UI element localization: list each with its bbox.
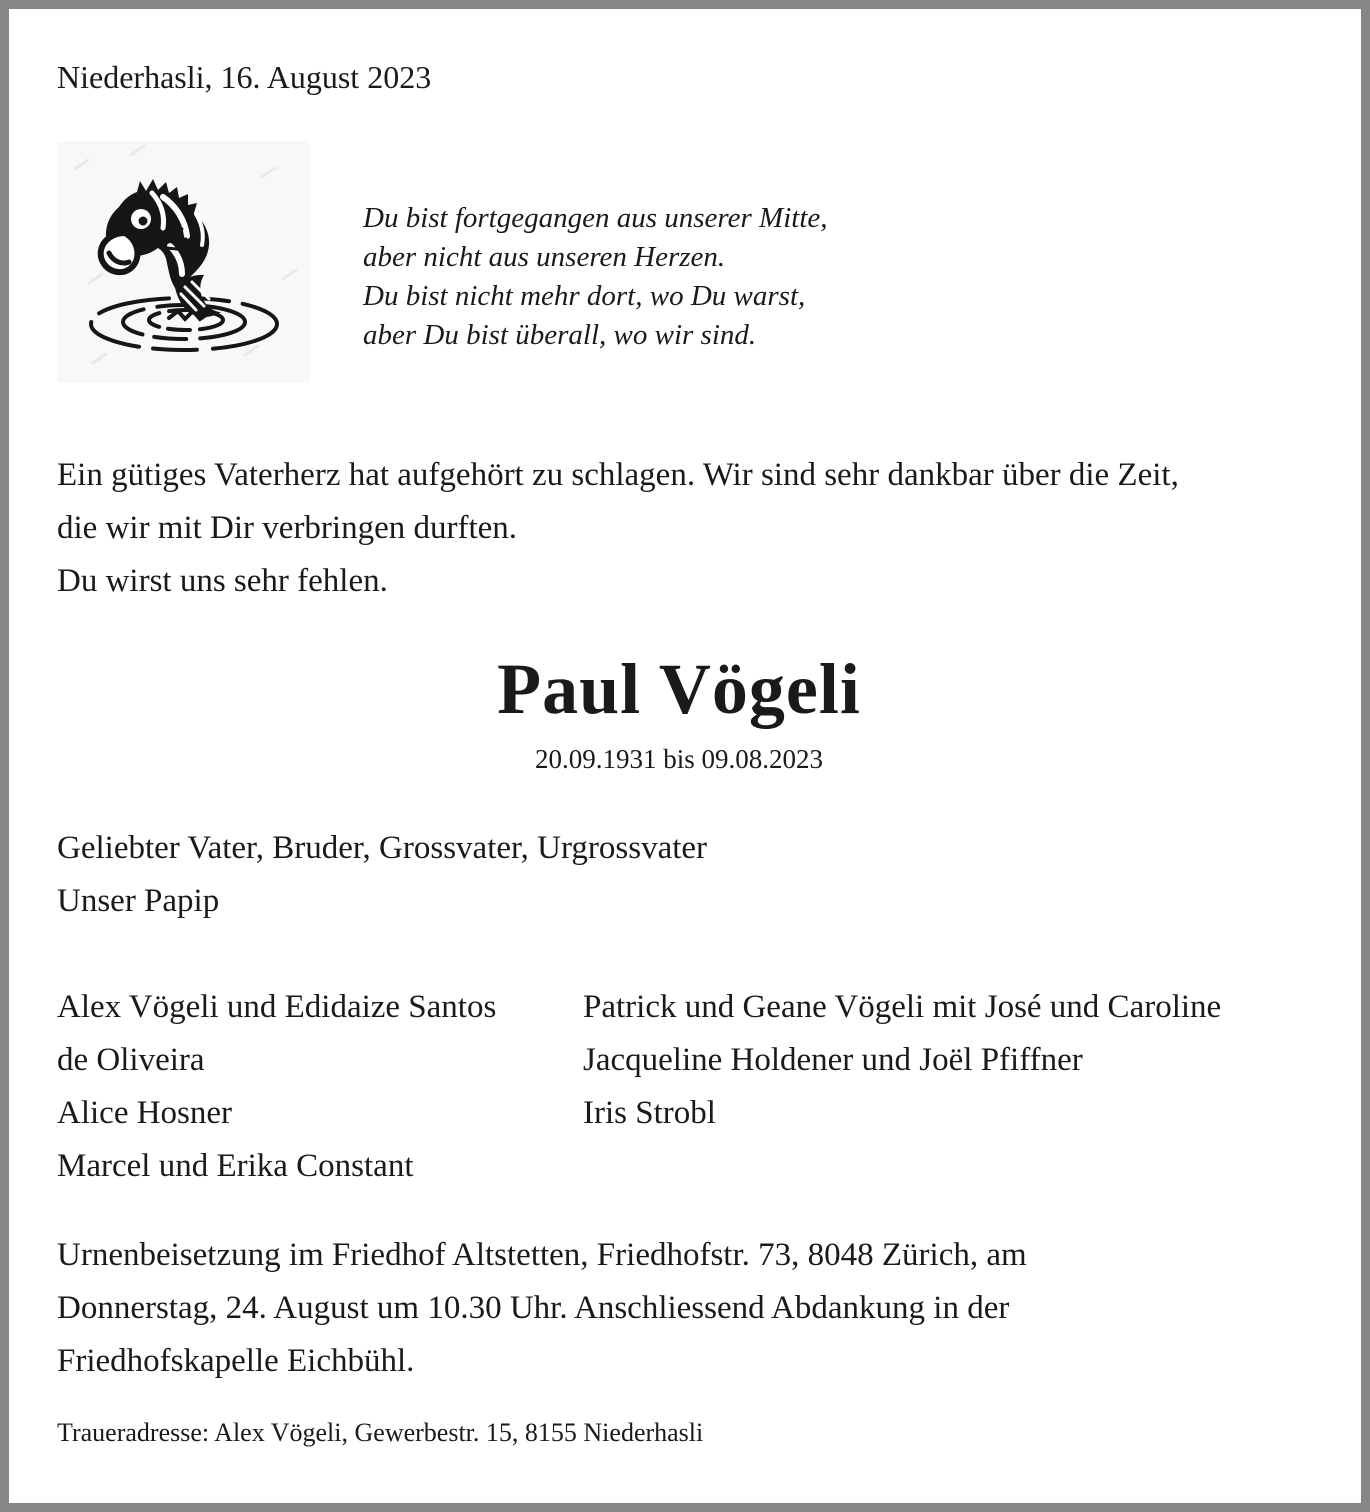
life-dates: 20.09.1931 bis 09.08.2023 bbox=[534, 744, 823, 774]
intro-line: die wir mit Dir verbringen durften. bbox=[57, 510, 518, 546]
intro-line: Ein gütiges Vaterherz hat aufgehört zu schlagen. Wir sind sehr dankbar über die Zeit, bbox=[57, 457, 1179, 493]
dateline: Niederhasli, 16. August 2023 bbox=[57, 59, 432, 95]
mourner-line: Patrick und Geane Vögeli mit José und Caroline bbox=[583, 989, 1222, 1025]
poem-line: Du bist nicht mehr dort, wo Du warst, bbox=[363, 280, 806, 312]
memorial-row bbox=[57, 141, 1301, 383]
mourner-line: Iris Strobl bbox=[583, 1095, 716, 1131]
relations-line: Unser Papip bbox=[57, 883, 220, 919]
mourner-line: de Oliveira bbox=[57, 1042, 205, 1078]
mourner-line: Alice Hosner bbox=[57, 1095, 233, 1131]
funeral-line: Donnerstag, 24. August um 10.30 Uhr. Anschliessend Abdankung in der bbox=[57, 1290, 1010, 1326]
fish-artwork bbox=[57, 141, 310, 383]
jumping-fish-icon bbox=[57, 141, 310, 383]
poem-line: aber nicht aus unseren Herzen. bbox=[363, 241, 726, 273]
funeral-line: Friedhofskapelle Eichbühl. bbox=[57, 1343, 415, 1379]
poem-line: aber Du bist überall, wo wir sind. bbox=[363, 319, 757, 351]
mourners bbox=[57, 981, 1301, 1193]
mourners-left-column bbox=[57, 981, 583, 1193]
mourner-line: Jacqueline Holdener und Joël Pfiffner bbox=[583, 1042, 1083, 1078]
deceased-name: Paul Vögeli bbox=[497, 649, 861, 729]
mourner-line: Alex Vögeli und Edidaize Santos bbox=[57, 989, 497, 1025]
poem bbox=[363, 199, 828, 355]
intro-paragraph bbox=[57, 449, 1301, 608]
mourners-right-column bbox=[583, 981, 1301, 1193]
funeral-line: Urnenbeisetzung im Friedhof Altstetten, Friedhofstr. 73, 8048 Zürich, am bbox=[57, 1237, 1027, 1273]
page-content bbox=[9, 9, 1361, 1449]
mourning-address: Traueradresse: Alex Vögeli, Gewerbestr. 15, 8155 Niederhasli bbox=[57, 1418, 704, 1447]
funeral-details bbox=[57, 1229, 1301, 1388]
poem-line: Du bist fortgegangen aus unserer Mitte, bbox=[363, 202, 828, 234]
intro-line: Du wirst uns sehr fehlen. bbox=[57, 563, 388, 599]
relations bbox=[57, 822, 1301, 928]
mourner-line: Marcel und Erika Constant bbox=[57, 1148, 414, 1184]
relations-line: Geliebter Vater, Bruder, Grossvater, Urgrossvater bbox=[57, 830, 708, 866]
